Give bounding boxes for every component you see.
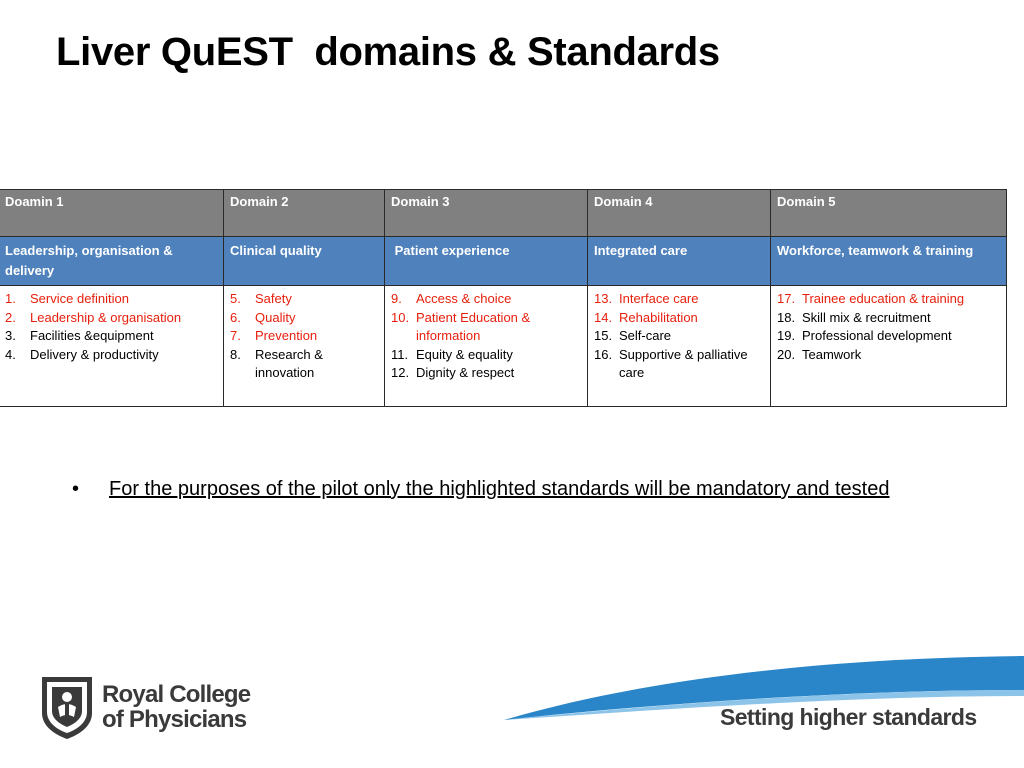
standard-label: Professional development bbox=[802, 328, 952, 344]
standards-cell bbox=[224, 286, 385, 407]
standards-list bbox=[391, 290, 581, 383]
standard-item bbox=[594, 309, 764, 328]
standard-number: 18. bbox=[777, 309, 796, 325]
standards-cell bbox=[588, 286, 771, 407]
standard-number: 6. bbox=[230, 309, 241, 325]
standard-number: 9. bbox=[391, 291, 402, 306]
standards-row bbox=[0, 286, 1007, 407]
standard-label: Facilities &equipment bbox=[30, 328, 154, 344]
standard-label: Leadership & organisation bbox=[30, 309, 182, 325]
standard-number: 19. bbox=[777, 328, 796, 344]
standard-label: Quality bbox=[255, 309, 296, 325]
org-name-line: of Physicians bbox=[102, 706, 247, 733]
standard-item bbox=[594, 327, 764, 346]
standard-item bbox=[5, 327, 217, 346]
standards-cell bbox=[771, 286, 1007, 407]
domain-name: Workforce, teamwork & training bbox=[771, 237, 1007, 286]
standard-item bbox=[777, 346, 1000, 365]
standard-item bbox=[777, 327, 1000, 346]
standard-item bbox=[391, 364, 581, 383]
standard-label: Dignity & respect bbox=[416, 365, 515, 381]
standard-item bbox=[230, 327, 378, 346]
standard-number: 12. bbox=[391, 365, 410, 381]
standard-label: Service definition bbox=[30, 291, 129, 306]
standard-number: 11. bbox=[391, 346, 409, 362]
domain-name: Leadership, organisation & delivery bbox=[0, 237, 224, 286]
pilot-note: For the purposes of the pilot only the highlighted standards will be mandatory and tested bbox=[109, 478, 890, 500]
rcp-logo bbox=[38, 673, 250, 741]
standard-number: 14. bbox=[594, 309, 613, 325]
standard-label: Trainee education & training bbox=[802, 291, 965, 306]
domain-name: Integrated care bbox=[588, 237, 771, 286]
org-name bbox=[102, 682, 250, 732]
slide-title: Liver QuEST domains & Standards bbox=[56, 30, 720, 74]
domain-name-row bbox=[0, 237, 1007, 286]
domain-header-row bbox=[0, 190, 1007, 237]
standard-label: Patient Education & information bbox=[416, 309, 531, 344]
domain-header: Domain 3 bbox=[385, 190, 588, 237]
standard-item bbox=[391, 290, 581, 309]
standard-item bbox=[594, 290, 764, 309]
standard-number: 3. bbox=[5, 328, 16, 344]
standard-item bbox=[594, 346, 764, 383]
standard-label: Rehabilitation bbox=[619, 309, 698, 325]
standard-item bbox=[391, 346, 581, 365]
standards-cell bbox=[0, 286, 224, 407]
standard-label: Access & choice bbox=[416, 291, 512, 306]
standard-item bbox=[5, 290, 217, 309]
standard-number: 16. bbox=[594, 346, 613, 362]
standard-number: 17. bbox=[777, 291, 796, 306]
standard-item bbox=[5, 309, 217, 328]
org-name-line: Royal College bbox=[102, 681, 251, 708]
domains-table bbox=[0, 189, 1007, 407]
standard-item bbox=[230, 346, 378, 383]
standard-number: 1. bbox=[5, 291, 16, 306]
standard-item bbox=[777, 309, 1000, 328]
standard-label: Safety bbox=[255, 291, 292, 306]
standard-label: Prevention bbox=[255, 328, 318, 344]
standards-list bbox=[777, 290, 1000, 364]
standard-label: Delivery & productivity bbox=[30, 346, 159, 362]
standard-label: Equity & equality bbox=[416, 346, 513, 362]
standards-cell bbox=[385, 286, 588, 407]
standard-label: Skill mix & recruitment bbox=[802, 309, 931, 325]
note-bullet bbox=[72, 477, 932, 502]
bullet-icon: • bbox=[72, 478, 80, 500]
standard-number: 7. bbox=[230, 328, 241, 344]
domain-header: Doamin 1 bbox=[0, 190, 224, 237]
standard-number: 2. bbox=[5, 309, 16, 325]
domain-name: Clinical quality bbox=[224, 237, 385, 286]
standard-number: 10. bbox=[391, 309, 410, 325]
standard-label: Research & innovation bbox=[255, 346, 323, 381]
standard-item bbox=[5, 346, 217, 365]
standard-label: Interface care bbox=[619, 291, 699, 306]
domain-name: Patient experience bbox=[385, 237, 588, 286]
standard-number: 5. bbox=[230, 291, 241, 306]
domain-header: Domain 2 bbox=[224, 190, 385, 237]
standard-item bbox=[391, 309, 581, 346]
standard-label: Supportive & palliative care bbox=[619, 346, 748, 381]
standard-item bbox=[777, 290, 1000, 309]
standards-list bbox=[5, 290, 217, 364]
rcp-crest-icon bbox=[38, 673, 96, 741]
domain-header: Domain 5 bbox=[771, 190, 1007, 237]
standard-number: 4. bbox=[5, 346, 16, 362]
standard-number: 8. bbox=[230, 346, 241, 362]
standard-number: 15. bbox=[594, 328, 613, 344]
tagline: Setting higher standards bbox=[720, 704, 977, 730]
standard-label: Teamwork bbox=[802, 346, 862, 362]
domain-header: Domain 4 bbox=[588, 190, 771, 237]
standard-item bbox=[230, 309, 378, 328]
standard-number: 20. bbox=[777, 346, 796, 362]
standard-number: 13. bbox=[594, 291, 613, 306]
standards-list bbox=[594, 290, 764, 383]
standard-item bbox=[230, 290, 378, 309]
standards-list bbox=[230, 290, 378, 383]
standard-label: Self-care bbox=[619, 328, 672, 344]
